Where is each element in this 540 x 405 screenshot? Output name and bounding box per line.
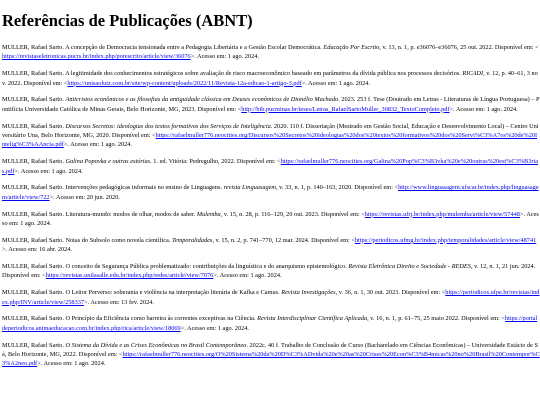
reference-publication-title: Revista Interdisciplinar Científica Aplicada [257, 315, 368, 323]
reference-list [2, 43, 540, 369]
reference-text: MULLER, Rafael Sarto. A legitimidade dos conhecimentos estratégicos sobre avaliação de risco macroeconômico baseado em parâmetros da dívida pública nos processos decisórios. [2, 70, 463, 78]
reference-access-date: >. Acesso em: 1 ago. 2024. [301, 79, 370, 87]
reference-text: MULLER, Rafael Sarto. [2, 158, 66, 166]
reference-publication-title: Anticristos econômicos e as filosofias da antiguidade clássica em Deuses econômicos de Dionélio Machado [65, 96, 339, 104]
reference-access-date: >. Acesso em: 1 ago. 2024. [180, 324, 249, 332]
reference-text: MULLER, Rafael Sarto. [2, 96, 66, 104]
reference-publication-title: Galina Popovka e outras estórias [65, 158, 151, 166]
reference-details: , v. 36, n. 1, 30 out. 2023. Disponível em: < [335, 289, 446, 297]
reference-publication-title: Discursos Secretos: ideologias dos textos formativos dos Serviços de Inteligência [65, 122, 271, 130]
reference-link[interactable]: https://rafaelmuller776.neocities.org/O%20Sistema%20da%20D%C3%ADvida%20e%20as%20Crises%20Econ%C3%B4micas%20no%20Brasil%20Contempor%C3%A2neo.pdf [2, 351, 540, 368]
reference-link[interactable]: https://unisaoluiz.com.br/site/wp-content/uploads/2022/11/Revista-12a-edicao-1-artigo-3.pdf [67, 79, 302, 87]
reference-entry [2, 183, 540, 202]
reference-link[interactable]: https://rafaelmuller776.neocities.org/Galina%20Pop%C3%B3vka%20e%20outras%20est%C3%B3rias.pdf [2, 158, 539, 175]
reference-details: , v. 16, n. 1, p. 61–75, 25 maio 2022. Disponível em: < [367, 315, 505, 323]
reference-entry [2, 236, 540, 255]
reference-entry [2, 69, 540, 88]
reference-text: MULLER, Rafael Sarto. Notas do Subsolo como novela científica. [2, 236, 172, 244]
reference-details: . 2020. 110 f. Dissertação (Mestrado em Gestão Social, Educação e Desenvolvimento Local) – Centro Universitário Una, Belo Horizonte, MG, 2020. Disponível em: < [2, 122, 539, 140]
reference-publication-title: Educação Por Escrito [323, 44, 380, 51]
reference-entry [2, 210, 540, 229]
reference-text: MULLER, Rafael Sarto. O Princípio da Eficiência como barreira às correntes exceptivas na Ciência. [2, 315, 258, 323]
reference-access-date: >. Acesso em: 1 ago. 2024. [14, 167, 83, 175]
reference-access-date: >. Acesso em: 1 ago. 2024. [213, 272, 282, 280]
reference-entry [2, 262, 540, 281]
reference-link[interactable]: https://portaldeperiodicos.animaeducacao.com.br/index.php/rica/article/view/18069 [2, 315, 538, 332]
reference-details: . 2023. 253 f. Tese (Doutrado em Letras - Literaturas de Língua Portuguesa) – Pontifícia Universidade Católica de Minas Gerais, Belo Horizonte, MG, 2023. Disponível em: < [2, 96, 540, 113]
reference-details: , v. 33, n. 1, p. 140–163, 2020. Disponível em: < [275, 184, 399, 192]
reference-text: MULLER, Rafael Sarto. O conceito de Segurança Pública problematizado: contribuições da linguística e do anarquismo epistemológico. [2, 263, 349, 271]
reference-publication-title: RICADI [462, 70, 484, 78]
reference-entry [2, 122, 540, 150]
reference-link[interactable]: https://revistas.unilasalle.edu.br/index.php/redes/article/view/7076 [45, 272, 214, 280]
reference-text: MULLER, Rafael Sarto. O Leitor Perverso: soberania e violência na interpretação literária de Kafka e Camus. [2, 289, 282, 297]
page-title: Referências de Publicações (ABNT) [2, 11, 253, 30]
reference-link[interactable]: https://revistas.ufrj.br/index.php/mulemba/article/view/57448 [364, 210, 520, 218]
reference-link[interactable]: https://revistaseletronicas.pucrs.br/index.php/porescrito/article/view/36076 [2, 53, 191, 61]
reference-publication-title: Revista Investigações [281, 289, 336, 297]
reference-entry [2, 43, 540, 62]
reference-details: , v. 15, n. 28, p. 116–129, 20 out. 2023. Disponível em: < [220, 210, 365, 218]
reference-access-date: >. Acesso em: 1 ago. 2024. [63, 141, 132, 149]
reference-entry [2, 95, 540, 114]
reference-text: MULLER, Rafael Sarto. Intervenções pedagógicas informais no ensino de Linguagens. [2, 184, 224, 192]
reference-access-date: >. Acesso em: 1 ago. 2024. [2, 210, 539, 228]
reference-entry [2, 341, 540, 369]
reference-link[interactable]: https://rafaelmuller776.neocities.org/Discursos%20Secretos%20ideologias%20dos%20textos%20formativos%20dos%20Servi%C3%A7os%20de%20Intelig%C3%AAncia.pdf [2, 132, 538, 149]
reference-link[interactable]: https://periodicos.ufpe.br/revistas/index.php/INV/article/view/258337 [2, 289, 540, 306]
reference-details: , v. 12, p. 40–61, 3 nov. 2022. Disponível em: < [2, 70, 538, 87]
reference-publication-title: O Sistema da Dívida e as Crises Econômicas no Brasil Contemporâneo [65, 341, 247, 349]
reference-text: MULLER, Rafael Sarto. Literatura-mundo: modos de olhar, modos de saber. [2, 210, 197, 218]
reference-access-date: >. Acesso em: 16 abr. 2024. [2, 246, 73, 254]
reference-details: , v. 12, n. 1, 21 jun. 2024. Disponível em: < [2, 263, 536, 280]
reference-details: . 1. ed. Vitória: Pedregulho, 2022. Disponível em: < [150, 158, 281, 166]
reference-publication-title: Mulemba [196, 210, 221, 218]
reference-entry [2, 314, 540, 333]
reference-access-date: >. Acesso em: 1 ago. 2024. [37, 360, 106, 368]
reference-details: . 2022c. 40 f. Trabalho de Conclusão de Curso (Bacharelado em Ciências Econômicas) – Universidade Estácio de Sá, Belo Horizonte, MG, 2022. Disponível em: < [2, 341, 539, 359]
reference-details: , v. 15, n. 2, p. 741–770, 12 mar. 2024. Disponível em: < [212, 236, 355, 244]
reference-text: MULLER, Rafael Sarto. A concepção de Democracia tensionada entre a Pedagogia Libertária e a Gestão Escolar Democrática. [2, 44, 324, 51]
reference-access-date: >. Acesso em: 1 ago. 2024. [190, 53, 259, 61]
reference-text: MULLER, Rafael Sarto. [2, 341, 66, 349]
reference-access-date: >. Acesso em: 20 jun. 2020. [49, 193, 120, 201]
reference-entry [2, 288, 540, 307]
reference-text: MULLER, Rafael Sarto. [2, 122, 66, 130]
reference-publication-title: Revista Eletrônica Direito e Sociedade - REDES [348, 263, 471, 271]
reference-entry [2, 157, 540, 176]
reference-link[interactable]: https://periodicos.ufmg.br/index.php/temporalidades/article/view/48741 [354, 236, 537, 244]
reference-publication-title: revista Linguasagem [223, 184, 276, 192]
reference-access-date: >. Acesso em: 13 fev. 2024. [84, 298, 154, 306]
reference-access-date: >. Acesso em: 1 ago. 2024. [449, 105, 518, 113]
reference-link[interactable]: http://www.linguasagem.ufscar.br/index.php/linguasagem/article/view/722 [2, 184, 539, 201]
reference-publication-title: Temporalidades [171, 236, 213, 244]
reference-link[interactable]: http://bib.pucminas.br/teses/Letras_RafaelSartoMuller_30832_TextoCompleto.pdf [241, 105, 450, 113]
reference-details: , v. 13, n. 1, p. e36076–e36076, 25 out. 2022. Disponível em: < [379, 44, 539, 51]
